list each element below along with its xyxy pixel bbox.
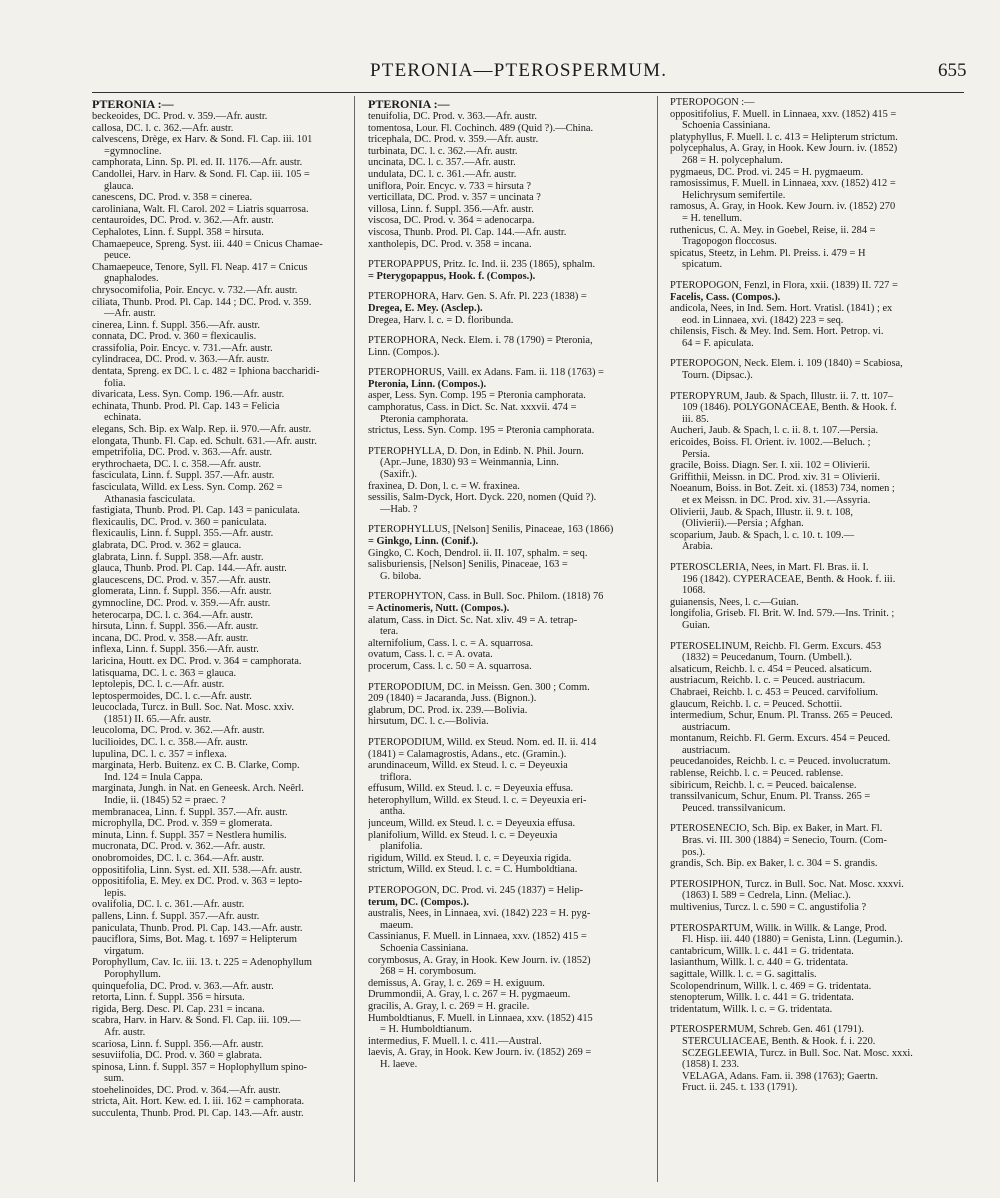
entry-line: terum, DC. (Compos.). [368, 896, 470, 908]
entry-line: glaucescens, DC. Prod. v. 357.—Afr. austr. [92, 574, 271, 586]
entry-line: 268 = H. corymbosum. [380, 966, 477, 978]
entry-line: intermedius, F. Muell. l. c. 411.—Austral. [368, 1035, 542, 1047]
entry-line: —Hab. ? [380, 503, 418, 515]
entry-line: Dregea, Harv. l. c. = D. floribunda. [368, 314, 514, 326]
entry-line: tera. [380, 626, 399, 638]
entry-line: Schoenia Cassiniana. [380, 943, 469, 954]
entry-line: marginata, Herb. Buitenz. ex C. B. Clarke, Comp. [92, 760, 300, 772]
entry-line: glaucum, Reichb. l. c. = Peuced. Schottii. [670, 698, 843, 710]
entry-line: oppositifolia, E. Mey. ex DC. Prod. v. 363 = lepto- [92, 876, 303, 888]
entry-line: xantholepis, DC. Prod. v. 358 = incana. [368, 238, 532, 250]
entry-line: Noeanum, Boiss. in Bot. Zeit. xi. (1853) 734, nomen ; [670, 483, 895, 495]
entry-line: camphorata, Linn. Sp. Pl. ed. II. 1176.—Afr. austr. [92, 157, 303, 169]
entry-line: antha. [380, 806, 406, 818]
entry-line: Cephalotes, Linn. f. Suppl. 358 = hirsuta. [92, 226, 264, 238]
entry-line: ciliata, Thunb. Prod. Pl. Cap. 144 ; DC. Prod. v. 359. [92, 296, 312, 308]
entry-line: intermedium, Schur, Enum. Pl. Transs. 265 = Peuced. [670, 710, 893, 722]
entry-line: chrysocomifolia, Poir. Encyc. v. 732.—Afr. austr. [92, 284, 298, 296]
entry-line: ruthenicus, C. A. Mey. in Goebel, Reise, ii. 284 = [670, 224, 876, 236]
entry-line: erythrochaeta, DC. l. c. 358.—Afr. austr. [92, 458, 262, 470]
dictionary-entry [368, 737, 644, 876]
entry-line: Peuced. transsilvanicum. [682, 802, 786, 814]
entry-line: eod. in Linnaea, xvi. (1842) 223 = seq. [682, 314, 844, 326]
column-divider [354, 96, 355, 1182]
entry-line: (Saxifr.). [380, 469, 417, 481]
entry-line: = H. Humboldtianum. [380, 1024, 472, 1036]
entry-line: Humboldtianus, F. Muell. in Linnaea, xxv. (1852) 415 [368, 1012, 593, 1024]
entry-line: Ind. 124 = Inula Cappa. [104, 771, 203, 783]
entry-line: = Ginkgo, Linn. (Conif.). [368, 536, 479, 547]
entry-line: laricina, Houtt. ex DC. Prod. v. 364 = camphorata. [92, 655, 302, 667]
entry-line: (1863) I. 589 = Cedrela, Linn. (Meliac.). [682, 890, 851, 902]
entry-line: Chamaepeuce, Spreng. Syst. iii. 440 = Cnicus Chamae- [92, 238, 323, 250]
entry-line: heterocarpa, DC. l. c. 364.—Afr. austr. [92, 609, 254, 621]
dictionary-entry [670, 391, 964, 553]
entry-line: = Actinomeris, Nutt. (Compos.). [368, 602, 510, 614]
entry-line: PTEROPOGON, Neck. Elem. i. 109 (1840) = Scabiosa, [670, 358, 903, 370]
entry-line: glauca, Thunb. Prod. Pl. Cap. 144.—Afr. austr. [92, 563, 287, 575]
entry-line: incana, DC. Prod. v. 358.—Afr. austr. [92, 632, 249, 644]
dictionary-entry [368, 682, 644, 728]
entry-line: Pteronia, Linn. (Compos.). [368, 378, 487, 390]
dictionary-entry [670, 97, 964, 271]
entry-line: Porophyllum. [104, 968, 161, 980]
entry-line: pauciflora, Sims, Bot. Mag. t. 1697 = Helipterum [92, 934, 297, 946]
entry-line: gracile, Boiss. Diagn. Ser. I. xii. 102 = Olivierii. [670, 460, 871, 472]
dictionary-entry [670, 923, 964, 1016]
entry-line: 268 = H. polycephalum. [682, 154, 783, 166]
dictionary-entry [368, 885, 644, 1071]
entry-line: turbinata, DC. l. c. 362.—Afr. austr. [368, 145, 518, 157]
entry-line: salisburiensis, [Nelson] Senilis, Pinaceae, 163 = [368, 559, 568, 571]
entry-line: divaricata, Less. Syn. Comp. 196.—Afr. austr. [92, 389, 285, 401]
dictionary-entry [92, 97, 340, 1120]
entry-line: Athanasia fasciculata. [104, 493, 196, 505]
entry-line: tomentosa, Lour. Fl. Cochinch. 489 (Quid ?).—China. [368, 122, 594, 134]
entry-line: —Afr. austr. [104, 308, 156, 320]
entry-line: pos.). [682, 846, 706, 858]
entry-line: latisquama, DC. l. c. 363 = glauca. [92, 667, 237, 679]
entry-line: fasciculata, Willd. ex Less. Syn. Comp. 262 = [92, 482, 283, 493]
dictionary-entry [670, 879, 964, 914]
entry-line: elongata, Thunb. Fl. Cap. ed. Schult. 631.—Afr. austr. [92, 435, 317, 447]
entry-line: dentata, Spreng. ex DC. l. c. 482 = Iphiona baccharidi- [92, 366, 320, 378]
entry-line: PTEROPODIUM, Willd. ex Steud. Nom. ed. II. ii. 414 [368, 736, 597, 748]
entry-line: glabrata, DC. Prod. v. 362 = glauca. [92, 539, 242, 551]
entry-line: rigidum, Willd. ex Steud. l. c. = Deyeuxia rigida. [368, 852, 572, 864]
entry-line: Scolopendrinum, Willk. l. c. 469 = G. tridentata. [670, 980, 872, 992]
entry-line: glabrum, DC. Prod. ix. 239.—Bolivia. [368, 704, 528, 716]
entry-heading: PTERONIA :— [92, 97, 174, 111]
entry-line: Chamaepeuce, Tenore, Syll. Fl. Neap. 417 = Cnicus [92, 261, 308, 273]
entry-line: PTEROSPARTUM, Willk. in Willk. & Lange, Prod. [670, 922, 887, 934]
entry-line: succulenta, Thunb. Prod. Pl. Cap. 143.—Afr. austr. [92, 1108, 304, 1120]
entry-line: arundinaceum, Willd. ex Steud. l. c. = Deyeuxia [368, 760, 568, 772]
entry-line: scabra, Harv. in Harv. & Sond. Fl. Cap. iii. 109.— [92, 1015, 301, 1027]
entry-line: peucedanoides, Reichb. l. c. = Peuced. involucratum. [670, 756, 891, 768]
entry-line: virgatum. [104, 945, 144, 957]
dictionary-entry [368, 259, 644, 282]
entry-line: 196 (1842). CYPERACEAE, Benth. & Hook. f. iii. [682, 573, 896, 585]
entry-line: 209 (1840) = Jacaranda, Juss. (Bignon.). [368, 693, 537, 705]
entry-line: connata, DC. Prod. v. 360 = flexicaulis. [92, 331, 257, 343]
entry-line: Tragopogon floccosus. [682, 236, 777, 248]
entry-line: laevis, A. Gray, in Hook. Kew Journ. iv. (1852) 269 = [368, 1047, 592, 1059]
entry-line: montanum, Reichb. Fl. Germ. Excurs. 454 = Peuced. [670, 733, 891, 745]
entry-line: alsaticum, Reichb. l. c. 454 = Peuced. alsaticum. [670, 663, 872, 675]
entry-line: stoehelinoides, DC. Prod. v. 364.—Afr. austr. [92, 1084, 281, 1096]
entry-line: centauroides, DC. Prod. v. 362.—Afr. austr. [92, 215, 274, 227]
entry-line: procerum, Cass. l. c. 50 = A. squarrosa. [368, 660, 532, 672]
entry-line: austriacum, Reichb. l. c. = Peuced. austriacum. [670, 675, 866, 687]
entry-line: spinosa, Linn. f. Suppl. 357 = Hoplophyllum spino- [92, 1061, 308, 1073]
entry-line: strictus, Less. Syn. Comp. 195 = Pteronia camphorata. [368, 425, 595, 437]
entry-line: = Pterygopappus, Hook. f. (Compos.). [368, 270, 536, 282]
dictionary-entry [368, 446, 644, 516]
entry-line: calvescens, Drège, ex Harv. & Sond. Fl. Cap. iii. 101 [92, 134, 313, 146]
dictionary-entry [670, 1024, 964, 1094]
entry-line: stenopterum, Willk. l. c. 441 = G. tridentata. [670, 992, 854, 1004]
entry-line: Drummondii, A. Gray, l. c. 267 = H. pygmaeum. [368, 989, 571, 1001]
entry-line: andicola, Nees, in Ind. Sem. Hort. Vratisl. (1841) ; ex [670, 303, 893, 315]
entry-line: echinata. [104, 412, 142, 424]
entry-line: PTEROPOGON, Fenzl, in Flora, xxii. (1839) II. 727 = [670, 279, 898, 291]
entry-line: Olivierii, Jaub. & Spach, Illustr. ii. 9. t. 108, [670, 506, 853, 518]
entry-line: austriacum. [682, 744, 731, 756]
entry-line: Persia. [682, 448, 710, 460]
entry-line: verticillata, DC. Prod. v. 357 = uncinata ? [368, 192, 541, 204]
entry-line: glomerata, Linn. f. Suppl. 356.—Afr. austr. [92, 586, 272, 598]
entry-line: triflora. [380, 771, 412, 783]
entry-line: austriacum. [682, 721, 731, 733]
entry-line: heterophyllum, Willd. ex Steud. l. c. = Deyeuxia eri- [368, 794, 587, 806]
entry-line: lasianthum, Willk. l. c. 440 = G. tridentata. [670, 957, 849, 969]
entry-line: tenuifolia, DC. Prod. v. 363.—Afr. austr. [368, 111, 538, 122]
entry-line: canescens, DC. Prod. v. 358 = cinerea. [92, 192, 253, 204]
entry-line: microphylla, DC. Prod. v. 359 = glomerata. [92, 818, 273, 830]
entry-line: strictum, Willd. ex Steud. l. c. = C. Humboldtiana. [368, 864, 578, 876]
entry-line: pallens, Linn. f. Suppl. 357.—Afr. austr. [92, 910, 260, 922]
entry-line: polycephalus, A. Gray, in Hook. Kew Journ. iv. (1852) [670, 143, 898, 155]
entry-line: transsilvanicum, Schur, Enum. Pl. Transs. 265 = [670, 791, 871, 803]
entry-line: leptolepis, DC. l. c.—Afr. austr. [92, 679, 225, 691]
entry-line: STERCULIACEAE, Benth. & Hook. f. i. 220. [682, 1035, 876, 1047]
entry-line: PTEROSELINUM, Reichb. Fl. Germ. Excurs. 453 [670, 640, 882, 652]
entry-line: (1858) I. 233. [682, 1059, 740, 1071]
entry-line: Schoenia Cassiniana. [682, 120, 771, 132]
entry-line: uncinata, DC. l. c. 357.—Afr. austr. [368, 157, 516, 169]
entry-line: guianensis, Nees, l. c.—Guian. [670, 596, 799, 608]
entry-line: (1832) = Peucedanum, Tourn. (Umbell.). [682, 652, 852, 664]
entry-line: hirsuta, Linn. f. Suppl. 356.—Afr. austr. [92, 621, 259, 633]
entry-line: australis, Nees, in Linnaea, xvi. (1842) 223 = H. pyg- [368, 908, 591, 920]
entry-line: gnaphalodes. [104, 273, 159, 285]
entry-line: ovalifolia, DC. l. c. 361.—Afr. austr. [92, 899, 245, 911]
entry-line: tricephala, DC. Prod. v. 359.—Afr. austr. [368, 134, 539, 146]
entry-line: leucoclada, Turcz. in Bull. Soc. Nat. Mosc. xxiv. [92, 702, 294, 714]
entry-line: glauca. [104, 180, 134, 192]
entry-line: flexicaulis, DC. Prod. v. 360 = paniculata. [92, 516, 267, 528]
entry-line: PTEROPYRUM, Jaub. & Spach, Illustr. ii. 7. tt. 107– [670, 390, 894, 402]
entry-line: asper, Less. Syn. Comp. 195 = Pteronia camphorata. [368, 390, 586, 402]
entry-line: undulata, DC. l. c. 361.—Afr. austr. [368, 168, 517, 180]
entry-line: (Apr.–June, 1830) 93 = Weinmannia, Linn. [380, 457, 559, 469]
column-1 [92, 97, 340, 1129]
dictionary-entry [670, 280, 964, 350]
entry-line: maeum. [380, 919, 414, 931]
entry-line: (1841) = Calamagrostis, Adans., etc. (Gramin.). [368, 748, 567, 760]
entry-line: scoparium, Jaub. & Spach, l. c. 10. t. 109.— [670, 529, 855, 541]
entry-line: ramosus, A. Gray, in Hook. Kew Journ. iv. (1852) 270 [670, 201, 896, 213]
entry-line: inflexa, Linn. f. Suppl. 356.—Afr. austr. [92, 644, 259, 656]
entry-line: crassifolia, Poir. Encyc. v. 731.—Afr. austr. [92, 342, 273, 354]
column-3 [670, 97, 964, 1103]
entry-line: Indie, ii. (1845) 52 = praec. ? [104, 795, 226, 807]
entry-line: stricta, Ait. Hort. Kew. ed. I. iii. 162 = camphorata. [92, 1096, 305, 1108]
entry-line: planifolium, Willd. ex Steud. l. c. = Deyeuxia [368, 829, 558, 841]
entry-line: VELAGA, Adans. Fam. ii. 398 (1763); Gaertn. [682, 1070, 878, 1082]
entry-line: camphoratus, Cass. in Dict. Sc. Nat. xxxvii. 474 = [368, 402, 577, 414]
entry-line: grandis, Sch. Bip. ex Baker, l. c. 304 = S. grandis. [670, 858, 878, 870]
entry-line: Afr. austr. [104, 1026, 146, 1038]
entry-line: viscosa, Thunb. Prod. Pl. Cap. 144.—Afr. austr. [368, 226, 567, 238]
entry-line: PTEROPHYLLUS, [Nelson] Senilis, Pinaceae, 163 (1866) [368, 524, 614, 536]
entry-line: ovatum, Cass. l. c. = A. ovata. [368, 649, 493, 661]
entry-line: beckeoides, DC. Prod. v. 359.—Afr. austr. [92, 111, 268, 122]
entry-line: 64 = F. apiculata. [682, 337, 754, 349]
entry-line: (1851) II. 65.—Afr. austr. [104, 713, 212, 725]
entry-line: spicatus, Steetz, in Lehm. Pl. Preiss. i. 479 = H [670, 247, 866, 259]
entry-line: PTEROSIPHON, Turcz. in Bull. Soc. Nat. Mosc. xxxvi. [670, 878, 904, 890]
entry-line: PTEROPHORA, Harv. Gen. S. Afr. Pl. 223 (1838) = [368, 291, 587, 303]
entry-line: alatum, Cass. in Dict. Sc. Nat. xliv. 49 = A. tetrap- [368, 614, 578, 626]
entry-line: onobromoides, DC. l. c. 364.—Afr. austr. [92, 853, 265, 864]
entry-line: hirsutum, DC. l. c.—Bolivia. [368, 716, 489, 728]
entry-line: Fl. Hisp. iii. 440 (1880) = Genista, Linn. (Legumin.). [682, 934, 903, 946]
entry-line: mucronata, DC. Prod. v. 362.—Afr. austr. [92, 841, 266, 853]
entry-line: Cassinianus, F. Muell. in Linnaea, xxv. (1852) 415 = [368, 931, 587, 943]
entry-line: uniflora, Poir. Encyc. v. 733 = hirsuta ? [368, 180, 532, 192]
entry-line: PTEROSPERMUM, Schreb. Gen. 461 (1791). [670, 1024, 864, 1036]
entry-line: PTEROPAPPUS, Pritz. Ic. Ind. ii. 235 (1865), sphalm. [368, 259, 596, 271]
entry-line: rablense, Reichb. l. c. = Peuced. rablense. [670, 768, 844, 780]
dictionary-entry [670, 641, 964, 815]
entry-line: lupulina, DC. l. c. 357 = inflexa. [92, 748, 227, 760]
entry-line: leptospermoides, DC. l. c.—Afr. austr. [92, 690, 252, 702]
entry-line: folia. [104, 377, 126, 389]
dictionary-entry [368, 97, 644, 250]
entry-line: Helichrysum semifertile. [682, 189, 786, 201]
entry-heading: PTERONIA :— [368, 97, 450, 111]
entry-line: gymnocline, DC. Prod. v. 359.—Afr. austr. [92, 597, 271, 609]
entry-line: Arabia. [682, 541, 713, 553]
entry-line: sesuviifolia, DC. Prod. v. 360 = glabrata. [92, 1050, 262, 1062]
entry-line: Candollei, Harv. in Harv. & Sond. Fl. Cap. iii. 105 = [92, 168, 310, 180]
entry-line: 1068. [682, 585, 706, 597]
entry-line: chilensis, Fisch. & Mey. Ind. Sem. Hort. Petrop. vi. [670, 326, 884, 338]
entry-line: minuta, Linn. f. Suppl. 357 = Nestlera humilis. [92, 829, 287, 841]
entry-line: Griffithii, Meissn. in DC. Prod. xiv. 31 = Olivierii. [670, 471, 880, 483]
entry-line: sessilis, Salm-Dyck, Hort. Dyck. 220, nomen (Quid ?). [368, 492, 597, 504]
entry-line: fraxinea, D. Don, l. c. = W. fraxinea. [368, 480, 520, 492]
dictionary-entry [368, 335, 644, 358]
entry-line: PTEROPOGON, DC. Prod. vi. 245 (1837) = Helip- [368, 885, 584, 897]
entry-line: PTEROPHORUS, Vaill. ex Adans. Fam. ii. 118 (1763) = [368, 367, 604, 379]
dictionary-entry [670, 562, 964, 632]
entry-line: iii. 85. [682, 413, 709, 425]
page-header [0, 58, 1000, 88]
entry-line: pygmaeus, DC. Prod. vi. 245 = H. pygmaeum. [670, 166, 864, 178]
entry-line: villosa, Linn. f. Suppl. 356.—Afr. austr. [368, 203, 534, 215]
entry-line: PTEROPODIUM, DC. in Meissn. Gen. 300 ; Comm. [368, 681, 590, 693]
entry-line: scariosa, Linn. f. Suppl. 356.—Afr. austr. [92, 1038, 264, 1050]
entry-line: cinerea, Linn. f. Suppl. 356.—Afr. austr. [92, 319, 260, 331]
entry-line: paniculata, Thunb. Prod. Pl. Cap. 143.—Afr. austr. [92, 922, 303, 934]
entry-line: rigida, Berg. Desc. Pl. Cap. 231 = incana. [92, 1003, 265, 1015]
entry-line: Facelis, Cass. (Compos.). [670, 291, 781, 303]
entry-line: glabrata, Linn. f. Suppl. 358.—Afr. austr. [92, 551, 264, 563]
entry-line: ramosissimus, F. Muell. in Linnaea, xxv. (1852) 412 = [670, 178, 896, 190]
entry-line: corymbosus, A. Gray, in Hook. Kew Journ. iv. (1852) [368, 954, 591, 966]
entry-line: Aucheri, Jaub. & Spach, l. c. ii. 8. t. 107.—Persia. [670, 425, 879, 437]
entry-line: = H. tenellum. [682, 212, 743, 224]
entry-line: oppositifolia, Linn. Syst. ed. XII. 538.—Afr. austr. [92, 864, 303, 876]
column-2 [368, 97, 644, 1080]
page-number: 655 [938, 60, 967, 81]
entry-line: Bras. vi. III. 300 (1884) = Senecio, Tourn. (Com- [682, 835, 887, 847]
entry-line: planifolia. [380, 841, 423, 853]
entry-line: Fruct. ii. 245. t. 133 (1791). [682, 1082, 798, 1094]
entry-line: Tourn. (Dipsac.). [682, 370, 753, 382]
entry-line: =gymnocline. [104, 145, 162, 157]
entry-line: lepis. [104, 887, 127, 899]
entry-line: tridentatum, Willk. l. c. = G. tridentata. [670, 1003, 833, 1015]
entry-line: longifolia, Griseb. Fl. Brit. W. Ind. 579.—Ins. Trinit. ; [670, 608, 895, 620]
entry-line: (Olivierii).—Persia ; Afghan. [682, 518, 804, 530]
entry-line: callosa, DC. l. c. 362.—Afr. austr. [92, 122, 234, 134]
entry-line: lucilioides, DC. l. c. 358.—Afr. austr. [92, 737, 248, 749]
entry-line: H. laeve. [380, 1058, 418, 1070]
entry-line: PTEROPHORA, Neck. Elem. i. 78 (1790) = Pteronia, [368, 335, 593, 347]
entry-line: flexicaulis, Linn. f. Suppl. 355.—Afr. austr. [92, 528, 274, 540]
entry-line: PTEROPHYLLA, D. Don, in Edinb. N. Phil. Journ. [368, 445, 584, 457]
entry-line: junceum, Willd. ex Steud. l. c. = Deyeuxia effusa. [368, 818, 576, 830]
entry-line: Porophyllum, Cav. Ic. iii. 13. t. 225 = Adenophyllum [92, 957, 312, 969]
entry-line: PTEROPHYTON, Cass. in Bull. Soc. Philom. (1818) 76 [368, 591, 604, 603]
entry-line: PTEROPOGON :— [670, 97, 755, 108]
entry-line: et ex Meissn. in DC. Prod. xiv. 31.—Assyria. [682, 495, 871, 506]
entry-line: viscosa, DC. Prod. v. 364 = adenocarpa. [368, 215, 535, 227]
entry-line: alternifolium, Cass. l. c. = A. squarrosa. [368, 637, 534, 649]
running-title: PTERONIA—PTEROSPERMUM. [370, 60, 668, 81]
entry-line: fastigiata, Thunb. Prod. Pl. Cap. 143 = paniculata. [92, 505, 300, 517]
entry-line: sibiricum, Reichb. l. c. = Peuced. baicalense. [670, 779, 857, 791]
entry-line: 109 (1846). POLYGONACEAE, Benth. & Hook. f. [682, 402, 897, 414]
entry-line: caroliniana, Walt. Fl. Carol. 202 = Liatris squarrosa. [92, 203, 309, 215]
entry-line: Dregea, E. Mey. (Asclep.). [368, 302, 483, 314]
entry-line: fasciculata, Linn. f. Suppl. 357.—Afr. austr. [92, 470, 275, 482]
entry-line: Linn. (Compos.). [368, 346, 440, 358]
entry-line: leucoloma, DC. Prod. v. 362.—Afr. austr. [92, 725, 265, 737]
entry-line: spicatum. [682, 259, 723, 271]
column-divider [657, 96, 658, 1182]
dictionary-entry [368, 524, 644, 582]
header-rule [92, 92, 964, 93]
entry-line: Guian. [682, 619, 710, 631]
entry-line: multivenius, Turcz. l. c. 590 = C. angustifolia ? [670, 902, 867, 913]
entry-line: ericoides, Boiss. Fl. Orient. iv. 1002.—Beluch. ; [670, 437, 871, 449]
entry-line: Pteronia camphorata. [380, 413, 469, 425]
dictionary-entry [368, 291, 644, 326]
entry-line: cylindracea, DC. Prod. v. 363.—Afr. austr. [92, 354, 270, 366]
entry-line: Gingko, C. Koch, Dendrol. ii. II. 107, sphalm. = seq. [368, 547, 588, 559]
entry-line: Chabraei, Reichb. l. c. 453 = Peuced. carvifolium. [670, 686, 879, 698]
entry-line: quinquefolia, DC. Prod. v. 363.—Afr. austr. [92, 980, 274, 992]
dictionary-entry [670, 358, 964, 381]
entry-line: echinata, Thunb. Prod. Pl. Cap. 143 = Felicia [92, 400, 280, 412]
entry-line: peuce. [104, 250, 131, 262]
entry-line: retorta, Linn. f. Suppl. 356 = hirsuta. [92, 992, 245, 1004]
dictionary-entry [670, 823, 964, 869]
entry-line: membranacea, Linn. f. Suppl. 357.—Afr. austr. [92, 806, 288, 818]
entry-line: platyphyllus, F. Muell. l. c. 413 = Helipterum strictum. [670, 131, 898, 143]
entry-line: sagittale, Willk. l. c. = G. sagittalis. [670, 968, 817, 980]
entry-line: oppositifolius, F. Muell. in Linnaea, xxv. (1852) 415 = [670, 108, 897, 120]
entry-line: empetrifolia, DC. Prod. v. 363.—Afr. austr. [92, 447, 272, 459]
entry-line: SCZEGLEEWIA, Turcz. in Bull. Soc. Nat. Mosc. xxxi. [682, 1047, 913, 1059]
entry-line: PTEROSENECIO, Sch. Bip. ex Baker, in Mart. Fl. [670, 823, 883, 835]
dictionary-entry [368, 367, 644, 437]
entry-line: demissus, A. Gray, l. c. 269 = H. exiguum. [368, 977, 545, 989]
entry-line: effusum, Willd. ex Steud. l. c. = Deyeuxia effusa. [368, 783, 574, 795]
dictionary-entry [368, 591, 644, 672]
entry-line: PTEROSCLERIA, Nees, in Mart. Fl. Bras. ii. I. [670, 561, 869, 573]
entry-line: marginata, Jungh. in Nat. en Geneesk. Arch. Neêrl. [92, 783, 304, 795]
entry-line: gracilis, A. Gray, l. c. 269 = H. gracile. [368, 1000, 530, 1012]
entry-line: cantabricum, Willk. l. c. 441 = G. tridentata. [670, 945, 854, 957]
entry-line: elegans, Sch. Bip. ex Walp. Rep. ii. 970.—Afr. austr. [92, 424, 312, 436]
entry-line: G. biloba. [380, 570, 422, 582]
entry-line: sum. [104, 1073, 124, 1085]
